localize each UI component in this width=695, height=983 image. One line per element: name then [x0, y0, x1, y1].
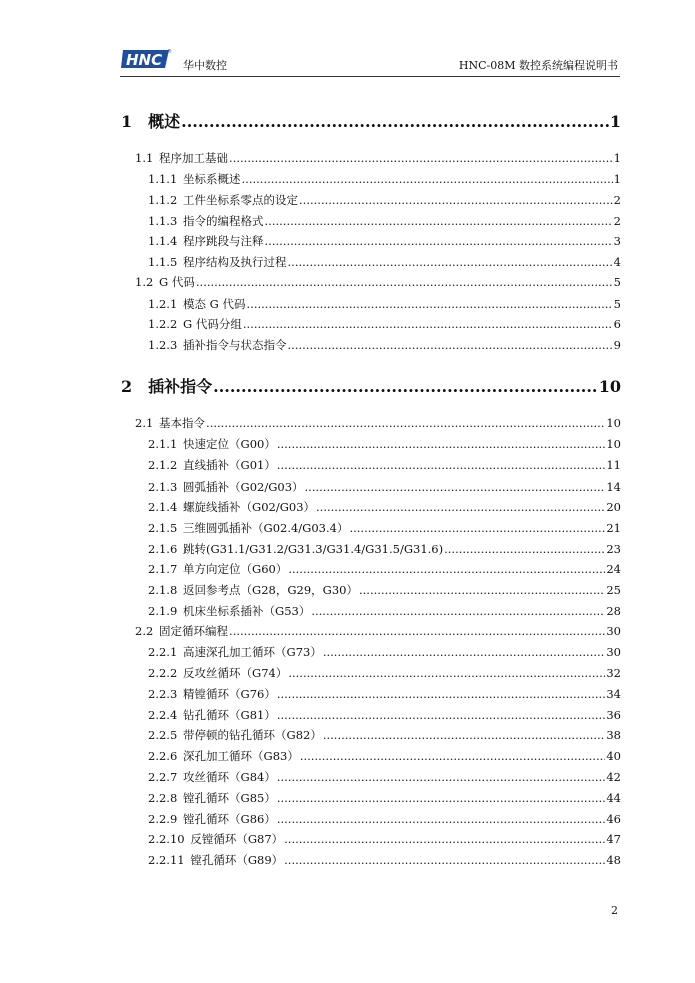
toc-title: 2.1.7 单方向定位（G60） [148, 562, 288, 576]
toc-page-number: 30 [606, 645, 621, 659]
toc-title: 1.2.1 模态 G 代码 [148, 297, 246, 311]
toc-page-number: 2 [613, 193, 621, 207]
toc-leader-dots [323, 645, 606, 659]
hnc-logo [121, 47, 173, 71]
toc-page-number: 28 [606, 604, 621, 618]
toc-page-number: 10 [606, 416, 621, 430]
toc-entry[interactable] [135, 623, 621, 639]
toc-chapter[interactable] [121, 109, 621, 132]
toc-page-number: 24 [606, 562, 621, 576]
toc-title: 1.2.2 G 代码分组 [148, 317, 242, 331]
toc-leader-dots [288, 338, 613, 352]
toc-entry[interactable] [148, 436, 621, 452]
company-name: 华中数控 [183, 59, 227, 72]
toc-page-number: 40 [606, 749, 621, 763]
toc-title: 2.2.3 精镗循环（G76） [148, 687, 276, 701]
toc-page-number: 30 [606, 624, 621, 638]
toc-title: 2.2.6 深孔加工循环（G83） [148, 749, 299, 763]
toc-leader-dots [196, 275, 613, 289]
toc-leader-dots [300, 749, 606, 763]
toc-page-number: 1 [613, 172, 621, 186]
toc-leader-dots [277, 708, 606, 722]
toc-title: 2 插补指令 [121, 377, 213, 396]
toc-title: 2.2.1 高速深孔加工循环（G73） [148, 645, 322, 659]
svg-text:HNC: HNC [126, 51, 163, 69]
toc-leader-dots [316, 500, 605, 514]
toc-leader-dots [359, 583, 605, 597]
toc-leader-dots [277, 458, 606, 472]
toc-page-number: 34 [606, 687, 621, 701]
page-number: 2 [611, 904, 618, 917]
toc-chapter[interactable] [121, 374, 621, 397]
toc-entry[interactable] [148, 337, 621, 353]
toc-title: 1.1.1 坐标系概述 [148, 172, 241, 186]
toc-title: 2.2.5 带停顿的钻孔循环（G82） [148, 728, 322, 742]
toc-entry[interactable] [148, 727, 621, 743]
toc-entry[interactable] [148, 541, 621, 557]
toc-title: 2.2 固定循环编程 [135, 624, 229, 638]
toc-leader-dots [229, 151, 613, 165]
toc-title: 2.1.4 螺旋线插补（G02/G03） [148, 500, 316, 514]
toc-page-number: 38 [606, 728, 621, 742]
toc-title: 2.1 基本指令 [135, 416, 206, 430]
toc-title: 2.2.4 钻孔循环（G81） [148, 708, 276, 722]
toc-title: 2.1.2 直线插补（G01） [148, 458, 276, 472]
toc-entry[interactable] [148, 457, 621, 473]
toc-leader-dots [444, 542, 605, 556]
toc-page-number: 44 [606, 791, 621, 805]
toc-entry[interactable] [148, 707, 621, 723]
toc-page-number: 10 [598, 377, 621, 396]
toc-page-number: 11 [606, 458, 621, 472]
toc-page-number: 46 [606, 812, 621, 826]
toc-entry[interactable] [135, 274, 621, 290]
toc-entry[interactable] [148, 665, 621, 681]
toc-leader-dots [277, 770, 606, 784]
toc-entry[interactable] [148, 254, 621, 270]
toc-title: 1.2 G 代码 [135, 275, 195, 289]
page-header [120, 44, 620, 77]
toc-title: 2.2.7 攻丝循环（G84） [148, 770, 276, 784]
toc-page-number: 1 [609, 112, 621, 131]
toc-page-number: 42 [606, 770, 621, 784]
toc-page-number: 10 [606, 437, 621, 451]
toc-entry[interactable] [148, 603, 621, 619]
toc-title: 1 概述 [121, 112, 181, 131]
toc-entry[interactable] [148, 499, 621, 515]
toc-title: 2.1.8 返回参考点（G28，G29，G30） [148, 583, 358, 597]
toc-entry[interactable] [148, 233, 621, 249]
toc-leader-dots [242, 172, 613, 186]
toc-leader-dots [213, 377, 598, 396]
toc-leader-dots [277, 791, 606, 805]
toc-leader-dots [284, 832, 605, 846]
toc-title: 2.2.9 镗孔循环（G86） [148, 812, 276, 826]
toc-leader-dots [181, 112, 609, 131]
toc-title: 2.1.6 跳转(G31.1/G31.2/G31.3/G31.4/G31.5/G31.6) [148, 542, 444, 556]
toc-title: 1.1.2 工件坐标系零点的设定 [148, 193, 299, 207]
toc-page-number: 20 [606, 500, 621, 514]
toc-leader-dots [265, 214, 613, 228]
toc-page-number: 36 [606, 708, 621, 722]
toc-leader-dots [277, 437, 606, 451]
toc-entry[interactable] [148, 561, 621, 577]
toc-leader-dots [349, 521, 605, 535]
toc-page-number: 4 [613, 255, 621, 269]
toc-entry[interactable] [135, 415, 621, 431]
toc-entry[interactable] [148, 790, 621, 806]
toc-title: 2.1.5 三维圆弧插补（G02.4/G03.4） [148, 521, 349, 535]
toc-entry[interactable] [148, 520, 621, 536]
toc-leader-dots [299, 193, 613, 207]
toc-title: 2.2.2 反攻丝循环（G74） [148, 666, 288, 680]
toc-leader-dots [229, 624, 605, 638]
toc-title: 2.1.3 圆弧插补（G02/G03） [148, 480, 304, 494]
toc-page-number: 3 [613, 234, 621, 248]
toc-page-number: 6 [613, 317, 621, 331]
toc-page-number: 48 [606, 853, 621, 867]
toc-leader-dots [288, 562, 605, 576]
document-title: HNC-08M 数控系统编程说明书 [458, 59, 618, 72]
toc-leader-dots [284, 853, 605, 867]
toc-page-number: 14 [606, 480, 621, 494]
toc-leader-dots [311, 604, 605, 618]
toc-title: 1.1.4 程序跳段与注释 [148, 234, 264, 248]
toc-title: 2.2.8 镗孔循环（G85） [148, 791, 276, 805]
toc-entry[interactable] [148, 748, 621, 764]
toc-leader-dots [243, 317, 613, 331]
toc-entry[interactable] [148, 644, 621, 660]
toc-title: 1.2.3 插补指令与状态指令 [148, 338, 287, 352]
toc-entry[interactable] [148, 171, 621, 187]
toc-entry[interactable] [148, 213, 621, 229]
toc-entry[interactable] [148, 852, 621, 868]
toc-title: 2.2.10 反镗循环（G87） [148, 832, 284, 846]
toc-page-number: 1 [613, 151, 621, 165]
toc-entry[interactable] [148, 769, 621, 785]
toc-leader-dots [288, 666, 605, 680]
toc-page-number: 47 [606, 832, 621, 846]
toc-page-number: 23 [606, 542, 621, 556]
toc-leader-dots [323, 728, 606, 742]
toc-leader-dots [288, 255, 613, 269]
toc-page-number: 5 [613, 297, 621, 311]
toc-entry[interactable] [148, 296, 621, 312]
toc-entry[interactable] [148, 582, 621, 598]
toc-entry[interactable] [148, 811, 621, 827]
toc-title: 2.1.9 机床坐标系插补（G53） [148, 604, 311, 618]
toc-page-number: 2 [613, 214, 621, 228]
toc-entry[interactable] [148, 479, 621, 495]
toc-title: 1.1.3 指令的编程格式 [148, 214, 264, 228]
toc-entry[interactable] [148, 686, 621, 702]
toc-page-number: 32 [606, 666, 621, 680]
toc-title: 1.1.5 程序结构及执行过程 [148, 255, 287, 269]
toc-page-number: 21 [606, 521, 621, 535]
toc-leader-dots [247, 297, 613, 311]
toc-leader-dots [277, 812, 606, 826]
toc-entry[interactable] [148, 316, 621, 332]
toc-leader-dots [206, 416, 605, 430]
toc-leader-dots [265, 234, 613, 248]
svg-text:®: ® [167, 49, 172, 55]
toc-leader-dots [277, 687, 606, 701]
toc-page-number: 25 [606, 583, 621, 597]
toc-entry[interactable] [148, 831, 621, 847]
toc-entry[interactable] [148, 192, 621, 208]
toc-leader-dots [305, 480, 606, 494]
toc-title: 2.1.1 快速定位（G00） [148, 437, 276, 451]
toc-entry[interactable] [135, 150, 621, 166]
toc-page-number: 9 [613, 338, 621, 352]
toc-page-number: 5 [613, 275, 621, 289]
toc-title: 2.2.11 镗孔循环（G89） [148, 853, 284, 867]
toc-title: 1.1 程序加工基础 [135, 151, 229, 165]
